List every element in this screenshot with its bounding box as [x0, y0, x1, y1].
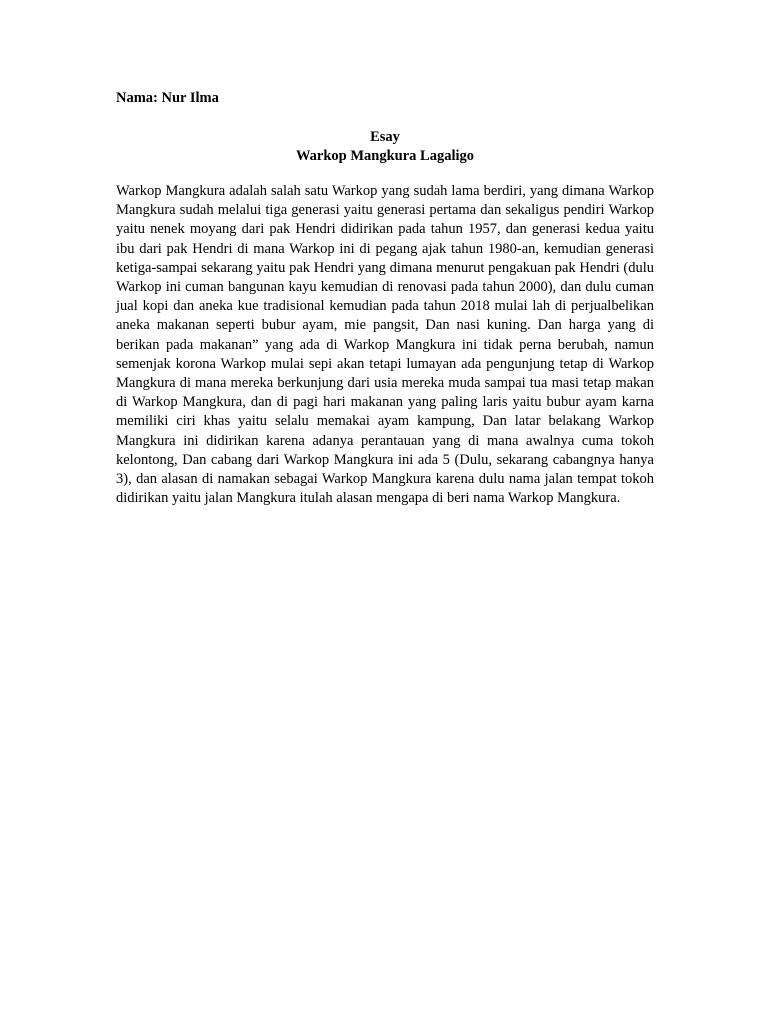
author-name: Nama: Nur Ilma	[116, 90, 219, 106]
essay-body: Warkop Mangkura adalah salah satu Warkop yang sudah lama berdiri, yang dimana Warkop Mangkura sudah melalui tiga generasi yaitu generasi pertama dan sekaligus pendiri Warkop yaitu nenek moyang dari pak Hendri didirikan pada tahun 1957, dan generasi kedua yaitu ibu dari pak Hendri di mana Warkop ini di pegang ajak tahun 1980-an, kemudian generasi ketiga-sampai sekarang yaitu pak Hendri yang dimana menurut pengakuan pak Hendri (dulu Warkop ini cuman bangunan kayu kemudian di renovasi pada tahun 2000), dan dulu cuman jual kopi dan aneka kue tradisional kemudian pada tahun 2018 mulai lah di perjualbelikan aneka makanan seperti bubur ayam, mie pangsit, Dan nasi kuning. Dan harga yang di berikan pada makanan” yang ada di Warkop Mangkura ini tidak perna berubah, namun semenjak korona Warkop mulai sepi akan tetapi lumayan ada pengunjung tetap di Warkop Mangkura di mana mereka berkunjung dari usia mereka muda sampai tua masi tetap makan di Warkop Mangkura, dan di pagi hari makanan yang paling laris yaitu bubur ayam karna memiliki ciri khas yaitu selalu memakai ayam kampung, Dan latar belakang Warkop Mangkura ini didirikan karena adanya perantauan yang di mana awalnya cuma tokoh kelontong, Dan cabang dari Warkop Mangkura ini ada 5 (Dulu, sekarang cabangnya hanya 3), dan alasan di namakan sebagai Warkop Mangkura karena dulu nama jalan tempat tokoh didirikan yaitu jalan Mangkura itulah alasan mengapa di beri nama Warkop Mangkura.	[116, 183, 654, 507]
title-block	[116, 128, 654, 166]
essay-title: Warkop Mangkura Lagaligo	[295, 148, 475, 164]
essay-heading: Esay	[370, 129, 400, 145]
